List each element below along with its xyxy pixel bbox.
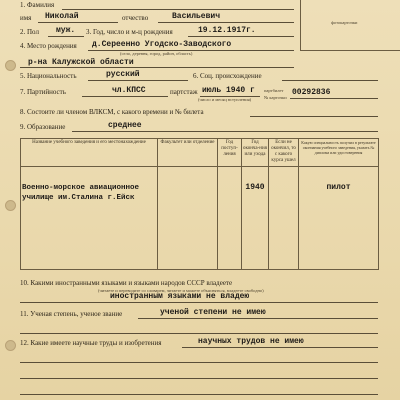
- party-line: [82, 96, 168, 97]
- languages-hint: (читаете и переводите со словарем, читаете и можете объясняться, владеете свободно): [98, 288, 264, 293]
- party-stazh-hint: (число и месяц вступления): [198, 97, 252, 102]
- degree-value: ученой степени не имею: [160, 308, 266, 317]
- education-line: [72, 131, 378, 132]
- pol-label: 2. Пол: [20, 28, 39, 36]
- works-line-3: [20, 378, 378, 379]
- degree-label: 11. Ученая степень, ученое звание: [20, 310, 123, 318]
- works-label: 12. Какие имеете научные труды и изобретения: [20, 339, 162, 347]
- komsomol-line: [250, 116, 378, 117]
- works-line-4: [20, 394, 378, 395]
- pol-value: муж.: [56, 26, 76, 35]
- imya-value: Николай: [45, 12, 79, 21]
- nationality-line: [88, 80, 188, 81]
- familiya-label: 1. Фамилия: [20, 1, 55, 9]
- party-label: 7. Партийность: [20, 88, 66, 96]
- col-header-institution: Название учебного заведения и его местонахождение: [21, 139, 158, 167]
- birthplace-label: 4. Место рождения: [20, 42, 77, 50]
- pol-line: [48, 36, 84, 37]
- otchestvo-value: Васильевич: [172, 12, 221, 21]
- faculty-cell: [158, 167, 218, 270]
- languages-value: иностранным языками не владею: [110, 292, 250, 301]
- imya-label: имя: [20, 14, 32, 22]
- col-header-specialty: Какую специальность получил в результате окончания учебного заведения, указать № диплома или удостоверения: [299, 139, 379, 167]
- institution-cell: Военно-морское авиационное училище им.Сталина г.Ейск: [21, 167, 158, 270]
- party-stazh-value: июль 1940 г: [202, 86, 255, 95]
- nationality-label: 5. Национальность: [20, 72, 77, 80]
- photo-label: фотокарточки: [331, 20, 358, 25]
- partbilet-hint: № карточки: [264, 95, 287, 100]
- familiya-line: [62, 9, 294, 10]
- specialty-cell: пилот: [299, 167, 379, 270]
- punch-hole: [5, 200, 16, 211]
- birthplace-value: д.Сереенно Угодско-Заводского: [92, 40, 232, 49]
- degree-line: [138, 318, 378, 319]
- social-origin-line: [282, 80, 378, 81]
- partbilet-value: 00292836: [292, 88, 331, 97]
- partbilet-line: [290, 98, 378, 99]
- otchestvo-line: [158, 22, 294, 23]
- otchestvo-label: отчество: [122, 14, 149, 22]
- education-label: 9. Образование: [20, 123, 66, 131]
- birthplace-value-2: р-на Калужской области: [28, 58, 134, 67]
- education-table: [20, 138, 379, 270]
- social-origin-label: 6. Соц. происхождение: [193, 72, 262, 80]
- works-line-2: [20, 362, 378, 363]
- nationality-value: русский: [106, 70, 140, 79]
- imya-line: [38, 22, 118, 23]
- birth-date-line: [188, 36, 294, 37]
- languages-line: [20, 302, 378, 303]
- works-line: [182, 347, 378, 348]
- birth-date-label: 3. Год, число и м-ц рождения: [86, 28, 173, 36]
- education-table-header: [21, 139, 379, 167]
- party-value: чл.КПСС: [112, 86, 146, 95]
- birthplace-hint: (село, деревня, город, район, область): [120, 51, 193, 56]
- birthplace-line-2: [20, 67, 294, 68]
- works-value: научных трудов не имею: [198, 337, 304, 346]
- punch-hole: [5, 60, 16, 71]
- punch-hole: [5, 340, 16, 351]
- education-value: среднее: [108, 121, 142, 130]
- languages-label: 10. Какими иностранными языками и языками народов СССР владеете: [20, 279, 233, 287]
- party-stazh-label: партстаж: [170, 88, 198, 96]
- col-header-year-out: Год оконча-ния или ухода: [242, 139, 269, 167]
- year-out-cell: 1940: [242, 167, 269, 270]
- col-header-faculty: Факультет или отделение: [158, 139, 218, 167]
- birth-date-value: 19.12.1917г.: [198, 26, 256, 35]
- partbilet-label: партбилет: [264, 88, 284, 93]
- degree-line-2: [20, 333, 378, 334]
- left-course-cell: [269, 167, 299, 270]
- photo-box: [300, 0, 400, 51]
- table-row: [21, 167, 379, 270]
- col-header-left-course: Если не окончил, то с какого курса ушел: [269, 139, 299, 167]
- year-in-cell: [218, 167, 242, 270]
- col-header-year-in: Год поступ-ления: [218, 139, 242, 167]
- komsomol-label: 8. Состоите ли членом ВЛКСМ, с какого времени и № билета: [20, 108, 204, 116]
